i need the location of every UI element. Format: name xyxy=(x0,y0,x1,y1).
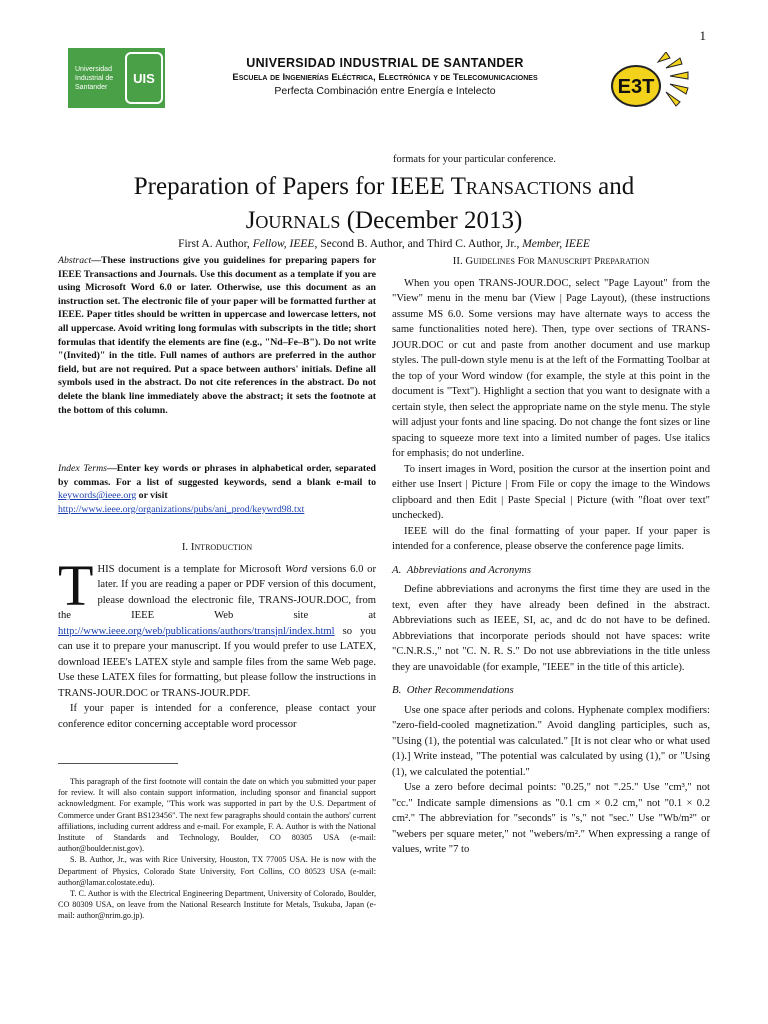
subsection-label: A. xyxy=(392,563,402,576)
school-name: Escuela de Ingenierías Eléctrica, Electrónica y de Telecomunicaciones xyxy=(232,72,538,83)
author-role: Fellow, IEEE xyxy=(252,238,315,250)
footnote: This paragraph of the first footnote will contain the date on which you submitted your paper for review. It will also contain support information, including sponsor and financial support acknowledgment. For example, "This work was supported in part by the U.S. Department of Commerce under Grant BS123456". The next few paragraphs should contain the authors' current affiliations, including current address and e-mail. For example, F. A. Author is with the National Institute of Standards and Technology, Boulder, CO 80305 USA (e-mail: author@boulder.nist.gov). xyxy=(58,777,376,854)
intro-text: versions 6.0 or later. If you are reading a paper or PDF version of this document, please download the electronic file, TRANS-JOUR.DOC, from the IEEE Web site at xyxy=(58,563,376,621)
author-name: First A. Author, xyxy=(178,238,253,250)
body-paragraph: To insert images in Word, position the cursor at the insertion point and either use Insert | Picture | From File or copy the image to the Windows clipboard and then Edit | Paste Special | Picture (with "float over text" unchecked). xyxy=(392,463,710,521)
body-paragraph: Define abbreviations and acronyms the first time they are used in the text, even after they have already been defined in the abstract. Abbreviations such as IEEE, SI, ac, and dc do not have to be defined. Abbreviations that incorporate periods should not have spaces: write "C.N.R.S.," not "C. N. R. S." Do not use abbreviations in the title unless they are unavoidable (for example, "IEEE" in the title of this article). xyxy=(392,584,710,673)
section-title: Introduction xyxy=(190,541,253,553)
subsection-title: Other Recommendations xyxy=(406,684,514,696)
ieee-template-link[interactable]: http://www.ieee.org/web/publications/authors/transjnl/index.html xyxy=(58,625,335,637)
subsection-heading xyxy=(392,683,710,699)
title-part: and xyxy=(591,173,635,200)
index-terms-text: —Enter key words or phrases in alphabetical order, separated by commas. For a list of suggested keywords, send a blank e-mail to xyxy=(58,463,376,488)
uis-emblem: UIS xyxy=(125,52,163,104)
keywords-url-link[interactable]: http://www.ieee.org/organizations/pubs/ani_prod/keywrd98.txt xyxy=(58,503,305,515)
body-paragraph: Use one space after periods and colons. Hyphenate complex modifiers: "zero-field-cooled magnetization." Avoid dangling participles, such as, "Using (1), the potential was calculated." [It is not clear who or what used (1).] Write instead, "The potential was calculated by using (1)," or "Using (1), we calculated the potential." xyxy=(392,704,710,778)
university-logo xyxy=(68,48,165,108)
intro-text: so you can use it to prepare your manuscript. If you would prefer to use LATEX, download IEEE's LATEX style and sample files from the same Web page. Use these LATEX files for formatting, but please follow the instructions in TRANS-JOUR.DOC or TRANS-JOUR.PDF. xyxy=(58,625,376,699)
intro-paragraph: If your paper is intended for a conference, please contact your conference editor concerning acceptable word processor xyxy=(58,703,376,730)
author-line xyxy=(40,238,728,250)
intro-paragraph xyxy=(58,552,376,702)
section-number: I. xyxy=(181,541,189,553)
subsection-title: Abbreviations and Acronyms xyxy=(406,563,532,576)
university-logo-text: Universidad Industrial de Santander xyxy=(75,65,114,91)
author-role: Member, IEEE xyxy=(522,238,590,250)
university-header xyxy=(185,56,585,97)
footnote: S. B. Author, Jr., was with Rice University, Houston, TX 77005 USA. He is now with the Department of Physics, Colorado State University, Fort Collins, CO 80523 USA (e-mail: author@lamar.colostate.edu). xyxy=(58,855,376,887)
title-part: J xyxy=(245,207,256,234)
e3t-rays xyxy=(658,52,688,106)
title-part: Preparation of Papers for IEEE T xyxy=(133,173,466,200)
footnotes xyxy=(58,776,376,922)
section-guidelines xyxy=(392,254,710,858)
subsection-label: B. xyxy=(392,684,402,696)
paper-title xyxy=(40,170,728,238)
body-paragraph: Use a zero before decimal points: "0.25," not ".25." Use "cm³," not "cc." Indicate sample dimensions as "0.1 cm × 0.2 cm," not "0.1 × 0.2 cm²." The abbreviation for "seconds" is "s," not "sec." Use "Wb/m²" or "webers per square meter," not "webers/m²." When expressing a range of values, write "7 to xyxy=(392,782,710,855)
e3t-letters: E3T xyxy=(617,76,655,98)
body-paragraph: IEEE will do the final formatting of your paper. If your paper is intended for a conference, please observe the conference page limits. xyxy=(392,525,710,552)
title-part: (December 2013) xyxy=(340,207,523,234)
body-paragraph: When you open TRANS-JOUR.DOC, select "Page Layout" from the "View" menu in the menu bar (View | Page Layout), (these instructions assume MS 6.0. Some versions may have alternate ways to access the same functionalities noted here). Then, type over sections of TRANS-JOUR.DOC or cut and paste from another document and use markup styles. The pull-down style menu is at the left of the Formatting Toolbar at the top of your Word window (for example, the style at this point in the document is "Text"). Highlight a section that you want to designate with a certain style, then select the appropriate name on the style menu. The style will adjust your fonts and line spacing. Do not change the font sizes or line spacing to squeeze more text into a limited number of pages. Use italics for emphasis; do not underline. xyxy=(392,277,710,459)
intro-text: Word xyxy=(285,563,308,575)
abstract-label: Abstract xyxy=(58,255,92,266)
title-part: ournals xyxy=(255,207,341,234)
author-name: , Second B. Author, and Third C. Author, Jr., xyxy=(314,238,523,250)
index-terms-label: Index Terms xyxy=(58,463,107,474)
footnote: T. C. Author is with the Electrical Engineering Department, University of Colorado, Boulder, CO 80309 USA, on leave from the National Research Institute for Metals, Tsukuba, Japan (e-mail: author@nrim.go.jp). xyxy=(58,889,376,921)
abstract xyxy=(58,254,376,417)
index-terms xyxy=(58,462,376,516)
drop-cap: T xyxy=(58,552,94,618)
title-part: ransactions xyxy=(465,173,592,200)
intro-text: HIS document is a template for Microsoft xyxy=(97,563,286,575)
section-heading xyxy=(392,254,710,270)
e3t-logo xyxy=(608,52,692,114)
section-title: Guidelines For Manuscript Preparation xyxy=(465,255,650,267)
abstract-text: —These instructions give you guidelines for preparing papers for IEEE Transactions and Journals. Use this document as a template if you are using Microsoft Word 6.0 or later. Otherwise, use this document as an instruction set. The electronic file of your paper will be formatted further at IEEE. Paper titles should be written in uppercase and lowercase letters, not all uppercase. Avoid writing long formulas with subscripts in the title; short formulas that identify the elements are fine (e.g., "Nd–Fe–B"). Do not write "(Invited)" in the title. Full names of authors are preferred in the author field, but are not required. Put a space between authors' initials. Define all symbols used in the abstract. Do not cite references in the abstract. Do not delete the blank line immediately above the abstract; it sets the footnote at the bottom of this column. xyxy=(58,255,376,416)
university-name: UNIVERSIDAD INDUSTRIAL DE SANTANDER xyxy=(246,56,524,70)
page-number: 1 xyxy=(699,28,706,43)
section-introduction xyxy=(58,540,376,732)
footnote-rule xyxy=(58,763,178,764)
section-heading xyxy=(58,540,376,556)
top-note: formats for your particular conference. xyxy=(393,154,556,165)
university-slogan: Perfecta Combinación entre Energía e Intelecto xyxy=(274,85,496,97)
subsection-heading xyxy=(392,563,710,579)
keywords-email-link[interactable]: keywords@ieee.org xyxy=(58,490,137,502)
index-terms-text: or visit xyxy=(136,490,168,502)
section-number: II. xyxy=(452,255,463,267)
